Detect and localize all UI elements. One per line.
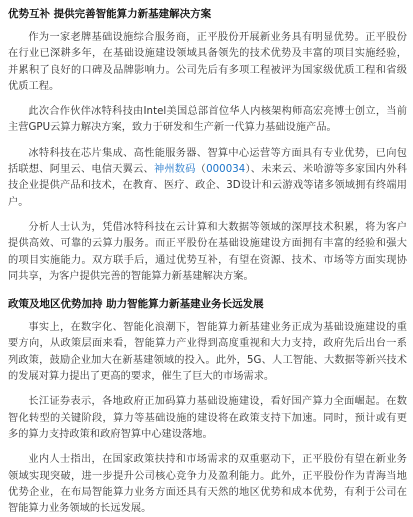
paragraph-analyst-view: 分析人士认为，凭借冰特科技在云计算和大数据等领域的深厚技术积累，将为客户提供高效、可靠的云算力服务。而正平股份在基础设施建设方面拥有丰富的经验和强大的项目实施能力。双方联手后，通过优势互补，有望在资源、技术、市场等方面实现协同共享，为客户提供完善的智能算力新基建解决方案。 bbox=[8, 221, 407, 282]
paragraph-company-advantage: 作为一家老牌基础设施综合服务商，正平股份开展新业务具有明显优势。正平股份在行业已深耕多年，在基础设施建设领域具备领先的技术优势及丰富的项目实施经验，并累积了良好的口碑及品牌影响力。公司先后有多项工程被评为国家级优质工程和省级优质工程。 bbox=[8, 32, 407, 92]
paragraph-partner-intro: 此次合作伙伴冰特科技由Intel美国总部首位华人内核架构师高宏亮博士创立，当前主营GPU云算力解决方案，致力于研发和生产新一代算力基础设施产品。 bbox=[8, 106, 407, 134]
paragraph-securities-view: 长江证券表示，各地政府正加码算力基础设施建设，看好国产算力全面崛起。在数智化转型的关键阶段，算力等基础设施的建设将在政策支持下加速。同时，预计或有更多的算力支持政策和政府智算中心建设落地。 bbox=[8, 396, 407, 440]
section-heading-policy: 政策及地区优势加持 助力智能算力新基建业务长远发展 bbox=[8, 298, 264, 311]
partner-clients-text-after: ）、未来云、米哈游等多家国内外科技企业提供产品和技术，在教育、医疗、政企、3D设计和云游戏等诸多领域拥有终端用户。 bbox=[8, 164, 407, 208]
partner-clients-text-before: 冰特科技在芯片集成、高性能服务器、智算中心运营等方面具有专业优势，已向包括联想、阿里云、电信天翼云、 bbox=[8, 147, 407, 176]
digital-china-link[interactable]: 神州数码 bbox=[153, 164, 196, 176]
stock-code-link[interactable]: 000034 bbox=[206, 164, 246, 176]
paragraph-policy-support: 事实上，在数字化、智能化浪潮下，智能算力新基建业务正成为基础设施建设的重要方向，从政策层面来看，智能算力产业得到高度重视和大力支持，政府先后出台一系列政策，鼓励企业加大在新基建领域的投入。此外，5G、人工智能、大数据等新兴技术的发展对算力提出了更高的要求，催生了巨大的市场需求。 bbox=[8, 322, 407, 383]
paragraph-industry-view: 业内人士指出，在国家政策扶持和市场需求的双重驱动下，正平股份有望在新业务领域实现突破，进一步提升公司核心竞争力及盈利能力。此外，正平股份作为青海当地优势企业，在布局智能算力业务方面还具有天然的地区优势和成本优势，有利于公司在智能算力业务领域的长远发展。 bbox=[8, 454, 407, 515]
open-paren: （ bbox=[195, 164, 207, 176]
paragraph-partner-clients bbox=[8, 146, 407, 211]
section-heading-advantages: 优势互补 提供完善智能算力新基建解决方案 bbox=[8, 8, 212, 20]
